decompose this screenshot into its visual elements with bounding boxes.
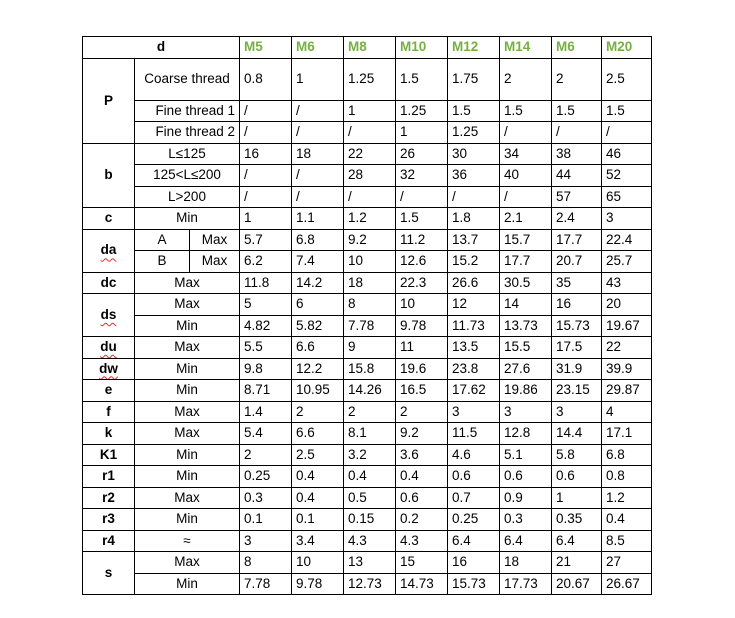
value-cell: 22.4	[602, 229, 652, 251]
value-cell: 0.6	[552, 466, 602, 488]
value-cell: 15.8	[344, 358, 396, 380]
value-cell: 4.6	[448, 444, 500, 466]
sub-label: Max	[135, 552, 240, 574]
value-cell: 22	[602, 337, 652, 359]
value-cell: 8.5	[602, 530, 652, 552]
value-cell: 19.67	[602, 315, 652, 337]
sub-label: Min	[135, 315, 240, 337]
table-row	[83, 509, 652, 531]
size-header-cell: M14	[500, 37, 552, 59]
value-cell: 26.6	[448, 272, 500, 294]
value-cell: 1.2	[602, 487, 652, 509]
value-cell: 0.3	[240, 487, 292, 509]
value-cell: 12.8	[500, 423, 552, 445]
value-cell: 14.2	[292, 272, 344, 294]
sub-label: L>200	[135, 186, 240, 208]
value-cell: 17.5	[552, 337, 602, 359]
value-cell: 25.7	[602, 251, 652, 273]
size-header-cell: M5	[240, 37, 292, 59]
value-cell: 5.5	[240, 337, 292, 359]
value-cell: 16	[552, 294, 602, 316]
sub-label: Coarse thread	[135, 58, 240, 100]
sub-label: Min	[135, 208, 240, 230]
row-label-k: k	[83, 423, 135, 445]
value-cell: 0.4	[396, 466, 448, 488]
size-header-cell: M6	[552, 37, 602, 59]
value-cell: 1	[344, 100, 396, 122]
sub-label: Max	[135, 294, 240, 316]
value-cell: 0.8	[240, 58, 292, 100]
value-cell: 2.5	[292, 444, 344, 466]
value-cell: 12.6	[396, 251, 448, 273]
sub-label: Max	[135, 423, 240, 445]
value-cell: 15.5	[500, 337, 552, 359]
row-label-text: da	[100, 242, 117, 258]
value-cell: 34	[500, 143, 552, 165]
value-cell: 8.71	[240, 380, 292, 402]
value-cell: 1.5	[500, 100, 552, 122]
table-row	[83, 401, 652, 423]
value-cell: 11.8	[240, 272, 292, 294]
value-cell: 14.73	[396, 573, 448, 595]
value-cell: 30.5	[500, 272, 552, 294]
value-cell: 46	[602, 143, 652, 165]
value-cell: /	[500, 186, 552, 208]
value-cell: /	[292, 122, 344, 144]
value-cell: 13.5	[448, 337, 500, 359]
table-row	[83, 423, 652, 445]
value-cell: 0.2	[396, 509, 448, 531]
value-cell: 31.9	[552, 358, 602, 380]
value-cell: 5.8	[552, 444, 602, 466]
sub-label: Min	[135, 573, 240, 595]
grade-label: A	[135, 229, 190, 251]
value-cell: 57	[552, 186, 602, 208]
value-cell: 0.5	[344, 487, 396, 509]
value-cell: 3	[500, 401, 552, 423]
value-cell: 1.8	[448, 208, 500, 230]
value-cell: 16.5	[396, 380, 448, 402]
value-cell: 3.6	[396, 444, 448, 466]
value-cell: 19.86	[500, 380, 552, 402]
value-cell: 4	[602, 401, 652, 423]
value-cell: 10.95	[292, 380, 344, 402]
value-cell: 17.1	[602, 423, 652, 445]
value-cell: 9.78	[292, 573, 344, 595]
value-cell: 5.4	[240, 423, 292, 445]
row-label-p: P	[83, 58, 135, 143]
value-cell: 0.15	[344, 509, 396, 531]
value-cell: 2	[396, 401, 448, 423]
value-cell: 11	[396, 337, 448, 359]
value-cell: 0.6	[500, 466, 552, 488]
sub-label: Fine thread 1	[135, 100, 240, 122]
value-cell: 5	[240, 294, 292, 316]
value-cell: 27.6	[500, 358, 552, 380]
value-cell: 6.4	[448, 530, 500, 552]
row-label-du	[83, 337, 135, 359]
sub-label: Max	[135, 337, 240, 359]
table-row	[83, 444, 652, 466]
value-cell: 17.7	[552, 229, 602, 251]
table-row	[83, 487, 652, 509]
value-cell: 52	[602, 165, 652, 187]
value-cell: /	[602, 122, 652, 144]
table-row	[83, 186, 652, 208]
value-cell: 36	[448, 165, 500, 187]
value-cell: 0.1	[240, 509, 292, 531]
table-row	[83, 165, 652, 187]
value-cell: 21	[552, 552, 602, 574]
value-cell: /	[240, 100, 292, 122]
value-cell: 40	[500, 165, 552, 187]
value-cell: 1.5	[602, 100, 652, 122]
value-cell: 15.73	[552, 315, 602, 337]
value-cell: 27	[602, 552, 652, 574]
value-cell: 6.2	[240, 251, 292, 273]
table-row	[83, 530, 652, 552]
value-cell: 0.8	[602, 466, 652, 488]
value-cell: 26	[396, 143, 448, 165]
value-cell: /	[240, 186, 292, 208]
value-cell: 14	[500, 294, 552, 316]
value-cell: 1.25	[448, 122, 500, 144]
value-cell: 0.4	[292, 487, 344, 509]
sub-label: Max	[135, 487, 240, 509]
size-header-cell: M6	[292, 37, 344, 59]
row-label-dc: dc	[83, 272, 135, 294]
value-cell: 44	[552, 165, 602, 187]
value-cell: 2.1	[500, 208, 552, 230]
value-cell: 15.7	[500, 229, 552, 251]
value-cell: 5.7	[240, 229, 292, 251]
value-cell: /	[448, 186, 500, 208]
value-cell: 2	[344, 401, 396, 423]
value-cell: 22.3	[396, 272, 448, 294]
value-cell: 2.4	[552, 208, 602, 230]
value-cell: 1.5	[396, 58, 448, 100]
sub-label: L≤125	[135, 143, 240, 165]
sub-label: ≈	[135, 530, 240, 552]
value-cell: 1	[292, 58, 344, 100]
value-cell: 0.4	[602, 509, 652, 531]
value-cell: 1.1	[292, 208, 344, 230]
value-cell: 2.5	[602, 58, 652, 100]
row-label-f: f	[83, 401, 135, 423]
value-cell: 2	[500, 58, 552, 100]
row-label-k1: K1	[83, 444, 135, 466]
value-cell: 12.2	[292, 358, 344, 380]
value-cell: 1	[240, 208, 292, 230]
value-cell: 32	[396, 165, 448, 187]
value-cell: 1	[552, 487, 602, 509]
value-cell: 7.78	[240, 573, 292, 595]
value-cell: 10	[292, 552, 344, 574]
value-cell: 1	[396, 122, 448, 144]
table-row	[83, 143, 652, 165]
value-cell: 0.4	[344, 466, 396, 488]
value-cell: /	[396, 186, 448, 208]
table-row	[83, 294, 652, 316]
value-cell: /	[292, 100, 344, 122]
value-cell: 12.73	[344, 573, 396, 595]
value-cell: 0.7	[448, 487, 500, 509]
value-cell: 29.87	[602, 380, 652, 402]
value-cell: 20	[602, 294, 652, 316]
table-row	[83, 58, 652, 100]
value-cell: 7.4	[292, 251, 344, 273]
value-cell: 15.2	[448, 251, 500, 273]
value-cell: 14.26	[344, 380, 396, 402]
value-cell: 0.3	[500, 509, 552, 531]
value-cell: 6.4	[500, 530, 552, 552]
value-cell: 2	[292, 401, 344, 423]
row-label-r1: r1	[83, 466, 135, 488]
value-cell: 22	[344, 143, 396, 165]
row-label-text: ds	[100, 306, 117, 322]
value-cell: 6.6	[292, 337, 344, 359]
sub-label: Max	[190, 251, 240, 273]
value-cell: 17.73	[500, 573, 552, 595]
value-cell: 23.15	[552, 380, 602, 402]
value-cell: 2	[240, 444, 292, 466]
sub-label: Max	[135, 272, 240, 294]
value-cell: 1.2	[344, 208, 396, 230]
value-cell: 3.4	[292, 530, 344, 552]
value-cell: 7.78	[344, 315, 396, 337]
row-label-b: b	[83, 143, 135, 208]
value-cell: 14.4	[552, 423, 602, 445]
sub-label: 125<L≤200	[135, 165, 240, 187]
value-cell: 65	[602, 186, 652, 208]
value-cell: /	[344, 122, 396, 144]
value-cell: 1.75	[448, 58, 500, 100]
row-label-c: c	[83, 208, 135, 230]
value-cell: 0.25	[448, 509, 500, 531]
value-cell: 18	[500, 552, 552, 574]
row-label-s: s	[83, 552, 135, 595]
table-row	[83, 272, 652, 294]
value-cell: 0.6	[396, 487, 448, 509]
value-cell: 12	[448, 294, 500, 316]
value-cell: 1.5	[552, 100, 602, 122]
value-cell: 9.78	[396, 315, 448, 337]
value-cell: 9.2	[396, 423, 448, 445]
value-cell: 8.1	[344, 423, 396, 445]
sub-label: Fine thread 2	[135, 122, 240, 144]
table-row	[83, 100, 652, 122]
table-row	[83, 251, 652, 273]
table-row	[83, 337, 652, 359]
value-cell: 8	[344, 294, 396, 316]
value-cell: 6	[292, 294, 344, 316]
value-cell: 35	[552, 272, 602, 294]
table-row	[83, 358, 652, 380]
value-cell: 3	[240, 530, 292, 552]
sub-label: Min	[135, 466, 240, 488]
grade-label: B	[135, 251, 190, 273]
row-label-r2: r2	[83, 487, 135, 509]
size-header-cell: M10	[396, 37, 448, 59]
row-label-e: e	[83, 380, 135, 402]
value-cell: 4.3	[344, 530, 396, 552]
row-label-dw	[83, 358, 135, 380]
value-cell: 6.4	[552, 530, 602, 552]
value-cell: 20.67	[552, 573, 602, 595]
value-cell: 8	[240, 552, 292, 574]
row-label-ds	[83, 294, 135, 337]
value-cell: /	[240, 122, 292, 144]
value-cell: 23.8	[448, 358, 500, 380]
value-cell: 28	[344, 165, 396, 187]
value-cell: 3	[448, 401, 500, 423]
table-row	[83, 229, 652, 251]
value-cell: 0.9	[500, 487, 552, 509]
value-cell: 38	[552, 143, 602, 165]
value-cell: 18	[344, 272, 396, 294]
row-label-r4: r4	[83, 530, 135, 552]
sub-label: Min	[135, 358, 240, 380]
sub-label: Min	[135, 509, 240, 531]
row-label-r3: r3	[83, 509, 135, 531]
table-row	[83, 37, 652, 59]
value-cell: 3	[602, 208, 652, 230]
value-cell: 10	[344, 251, 396, 273]
row-label-text: dw	[99, 360, 118, 376]
value-cell: /	[344, 186, 396, 208]
table-row	[83, 573, 652, 595]
table-row	[83, 552, 652, 574]
value-cell: 17.7	[500, 251, 552, 273]
value-cell: /	[292, 186, 344, 208]
dimension-table	[82, 36, 652, 595]
table-row	[83, 208, 652, 230]
value-cell: 1.25	[344, 58, 396, 100]
header-d-cell: d	[83, 37, 240, 59]
value-cell: 6.8	[292, 229, 344, 251]
value-cell: 9.8	[240, 358, 292, 380]
size-header-cell: M20	[602, 37, 652, 59]
value-cell: /	[552, 122, 602, 144]
value-cell: 9	[344, 337, 396, 359]
sub-label: Max	[135, 401, 240, 423]
value-cell: 0.4	[292, 466, 344, 488]
value-cell: 5.82	[292, 315, 344, 337]
value-cell: 4.3	[396, 530, 448, 552]
value-cell: 6.8	[602, 444, 652, 466]
value-cell: 11.5	[448, 423, 500, 445]
row-label-text: du	[100, 339, 117, 354]
value-cell: /	[500, 122, 552, 144]
value-cell: 13.73	[500, 315, 552, 337]
table-row	[83, 466, 652, 488]
value-cell: 30	[448, 143, 500, 165]
value-cell: 5.1	[500, 444, 552, 466]
row-label-da	[83, 229, 135, 272]
value-cell: 15.73	[448, 573, 500, 595]
value-cell: 13	[344, 552, 396, 574]
value-cell: 3	[552, 401, 602, 423]
value-cell: 1.4	[240, 401, 292, 423]
value-cell: 10	[396, 294, 448, 316]
value-cell: 20.7	[552, 251, 602, 273]
value-cell: 18	[292, 143, 344, 165]
table-row	[83, 122, 652, 144]
table-row	[83, 380, 652, 402]
value-cell: 3.2	[344, 444, 396, 466]
value-cell: 11.73	[448, 315, 500, 337]
value-cell: 16	[240, 143, 292, 165]
value-cell: 0.35	[552, 509, 602, 531]
sub-label: Min	[135, 380, 240, 402]
size-header-cell: M12	[448, 37, 500, 59]
value-cell: 1.5	[448, 100, 500, 122]
value-cell: /	[292, 165, 344, 187]
value-cell: 4.82	[240, 315, 292, 337]
value-cell: 0.25	[240, 466, 292, 488]
value-cell: 6.6	[292, 423, 344, 445]
value-cell: 0.1	[292, 509, 344, 531]
value-cell: 39.9	[602, 358, 652, 380]
value-cell: 9.2	[344, 229, 396, 251]
value-cell: 13.7	[448, 229, 500, 251]
table-row	[83, 315, 652, 337]
value-cell: 19.6	[396, 358, 448, 380]
value-cell: /	[240, 165, 292, 187]
size-header-cell: M8	[344, 37, 396, 59]
sub-label: Min	[135, 444, 240, 466]
value-cell: 1.5	[396, 208, 448, 230]
value-cell: 1.25	[396, 100, 448, 122]
value-cell: 16	[448, 552, 500, 574]
value-cell: 2	[552, 58, 602, 100]
sub-label: Max	[190, 229, 240, 251]
value-cell: 0.6	[448, 466, 500, 488]
value-cell: 43	[602, 272, 652, 294]
value-cell: 17.62	[448, 380, 500, 402]
value-cell: 26.67	[602, 573, 652, 595]
value-cell: 15	[396, 552, 448, 574]
value-cell: 11.2	[396, 229, 448, 251]
